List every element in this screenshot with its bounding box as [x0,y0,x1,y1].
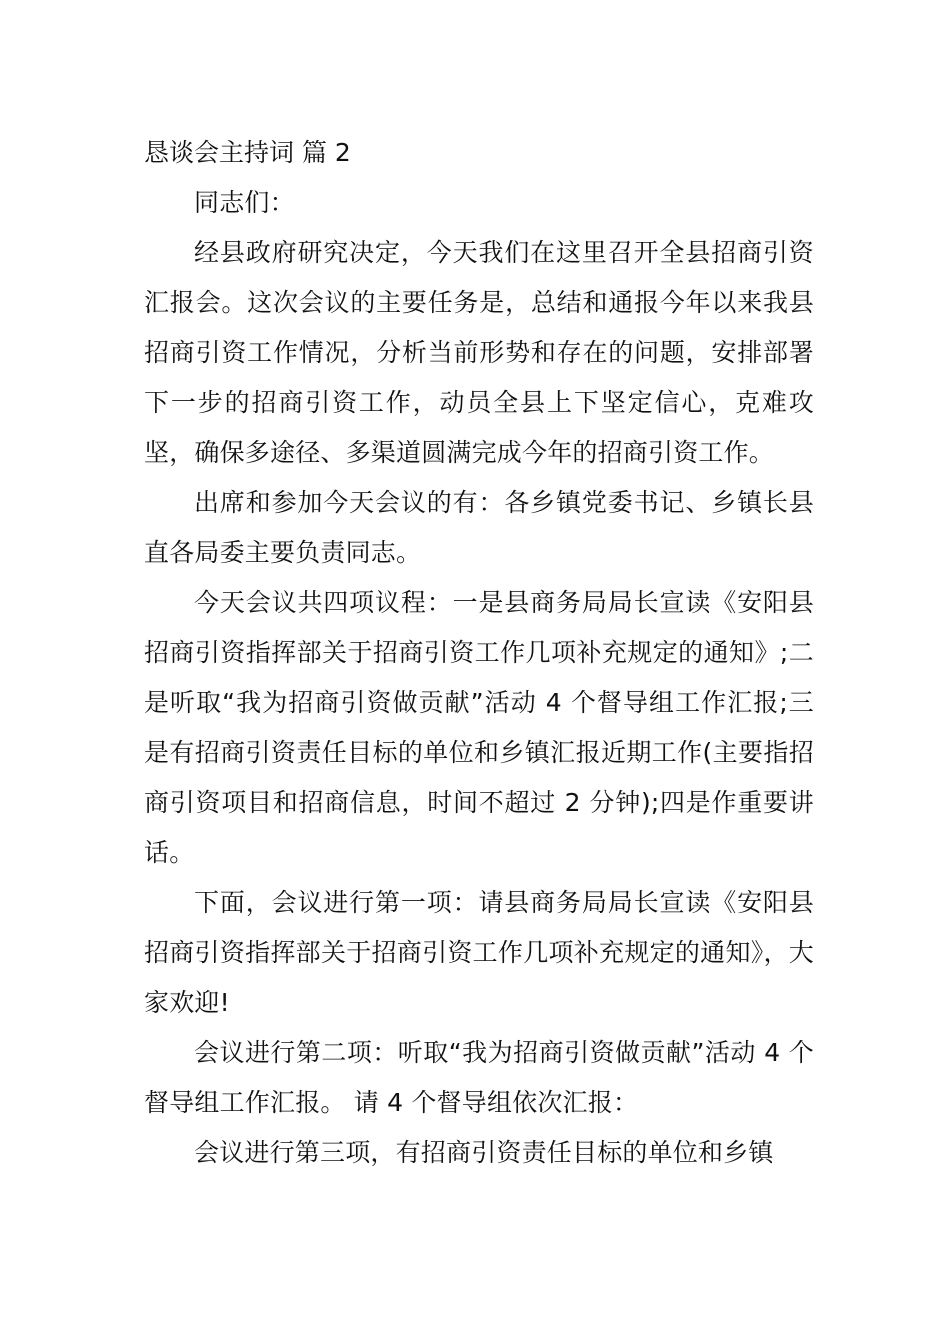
document-title: 恳谈会主持词 篇 2 [144,138,351,167]
paragraph-attendees: 出席和参加今天会议的有：各乡镇党委书记、乡镇长县直各局委主要负责同志。 [144,488,814,567]
paragraph-item-three: 会议进行第三项，有招商引资责任目标的单位和乡镇 [194,1138,774,1167]
document-body [144,128,814,1178]
paragraph-item-two: 会议进行第二项：听取“我为招商引资做贡献”活动 4 个督导组工作汇报。 请 4 个督导组依次汇报： [144,1038,814,1117]
paragraph-purpose: 经县政府研究决定，今天我们在这里召开全县招商引资汇报会。这次会议的主要任务是，总结和通报今年以来我县招商引资工作情况，分析当前形势和存在的问题，安排部署下一步的招商引资工作，动员全县上下坚定信心，克难攻坚，确保多途径、多渠道圆满完成今年的招商引资工作。 [144,238,814,467]
paragraph-item-one: 下面，会议进行第一项：请县商务局局长宣读《安阳县招商引资指挥部关于招商引资工作几项补充规定的通知》，大家欢迎! [144,888,814,1017]
paragraph-agenda: 今天会议共四项议程：一是县商务局局长宣读《安阳县招商引资指挥部关于招商引资工作几项补充规定的通知》;二是听取“我为招商引资做贡献”活动 4 个督导组工作汇报;三是有招商引资责任目标的单位和乡镇汇报近期工作(主要指招商引资项目和招商信息，时间不超过 2 分钟);四是作重要讲话。 [144,588,814,867]
paragraph-greeting: 同志们： [194,188,295,217]
